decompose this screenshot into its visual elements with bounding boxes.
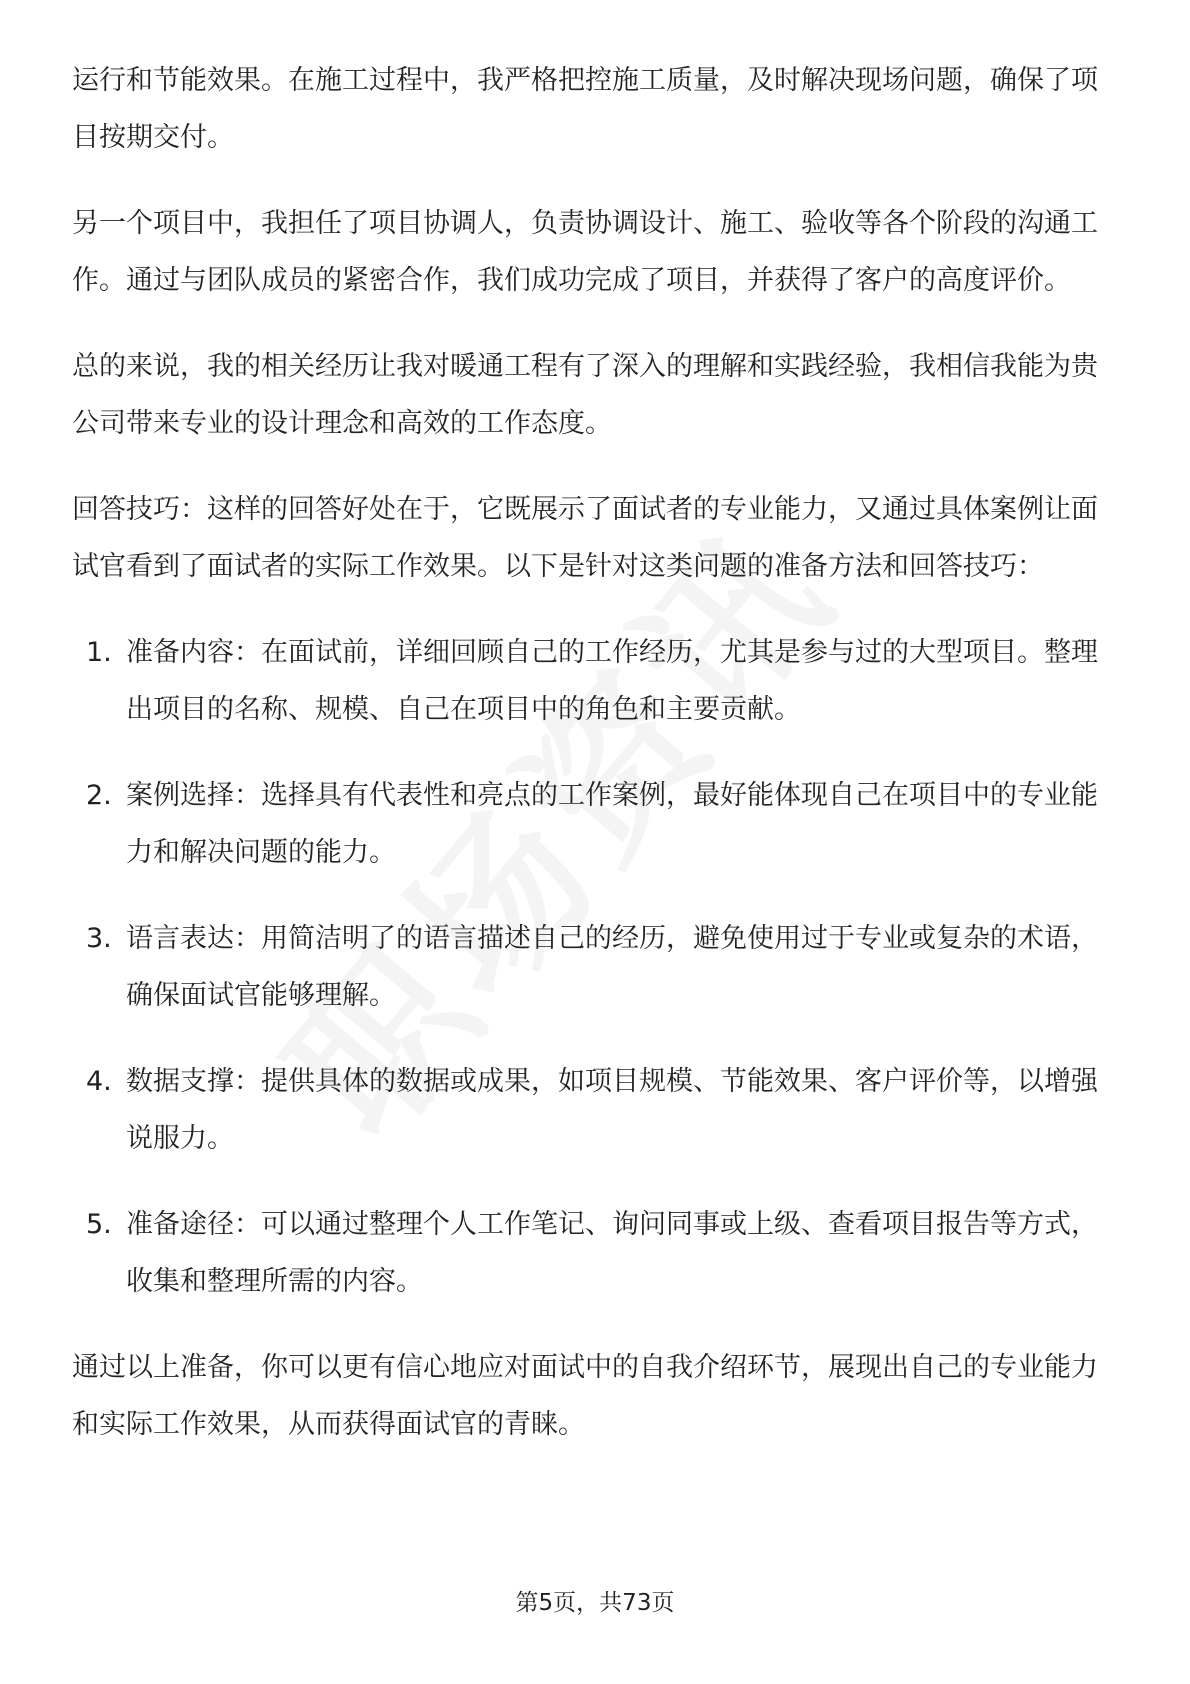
list-item	[72, 624, 1118, 738]
list-item	[72, 910, 1118, 1024]
list-number: 3.	[86, 923, 112, 954]
list-item-text: 语言表达：用简洁明了的语言描述自己的经历，避免使用过于专业或复杂的术语，确保面试官能够理解。	[126, 923, 1098, 1011]
document-body	[72, 52, 1118, 1482]
list-item	[72, 767, 1118, 881]
list-number: 4.	[86, 1066, 112, 1097]
list-number: 5.	[86, 1209, 112, 1240]
paragraph: 回答技巧：这样的回答好处在于，它既展示了面试者的专业能力，又通过具体案例让面试官看到了面试者的实际工作效果。以下是针对这类问题的准备方法和回答技巧：	[72, 494, 1098, 582]
tips-list	[72, 624, 1118, 1310]
list-number: 2.	[86, 780, 112, 811]
paragraph-conclusion: 通过以上准备，你可以更有信心地应对面试中的自我介绍环节，展现出自己的专业能力和实际工作效果，从而获得面试官的青睐。	[72, 1352, 1098, 1440]
paragraph: 运行和节能效果。在施工过程中，我严格把控施工质量，及时解决现场问题，确保了项目按期交付。	[72, 65, 1098, 153]
list-item-text: 准备内容：在面试前，详细回顾自己的工作经历，尤其是参与过的大型项目。整理出项目的名称、规模、自己在项目中的角色和主要贡献。	[126, 637, 1098, 725]
list-number: 1.	[86, 637, 112, 668]
page-footer: 第5页，共73页	[515, 1590, 675, 1616]
list-item	[72, 1196, 1118, 1310]
paragraph: 另一个项目中，我担任了项目协调人，负责协调设计、施工、验收等各个阶段的沟通工作。通过与团队成员的紧密合作，我们成功完成了项目，并获得了客户的高度评价。	[72, 208, 1098, 296]
list-item	[72, 1053, 1118, 1167]
paragraph: 总的来说，我的相关经历让我对暖通工程有了深入的理解和实践经验，我相信我能为贵公司带来专业的设计理念和高效的工作态度。	[72, 351, 1098, 439]
list-item-text: 准备途径：可以通过整理个人工作笔记、询问同事或上级、查看项目报告等方式，收集和整理所需的内容。	[126, 1209, 1098, 1297]
list-item-text: 数据支撑：提供具体的数据或成果，如项目规模、节能效果、客户评价等，以增强说服力。	[126, 1066, 1098, 1154]
list-item-text: 案例选择：选择具有代表性和亮点的工作案例，最好能体现自己在项目中的专业能力和解决问题的能力。	[126, 780, 1098, 868]
